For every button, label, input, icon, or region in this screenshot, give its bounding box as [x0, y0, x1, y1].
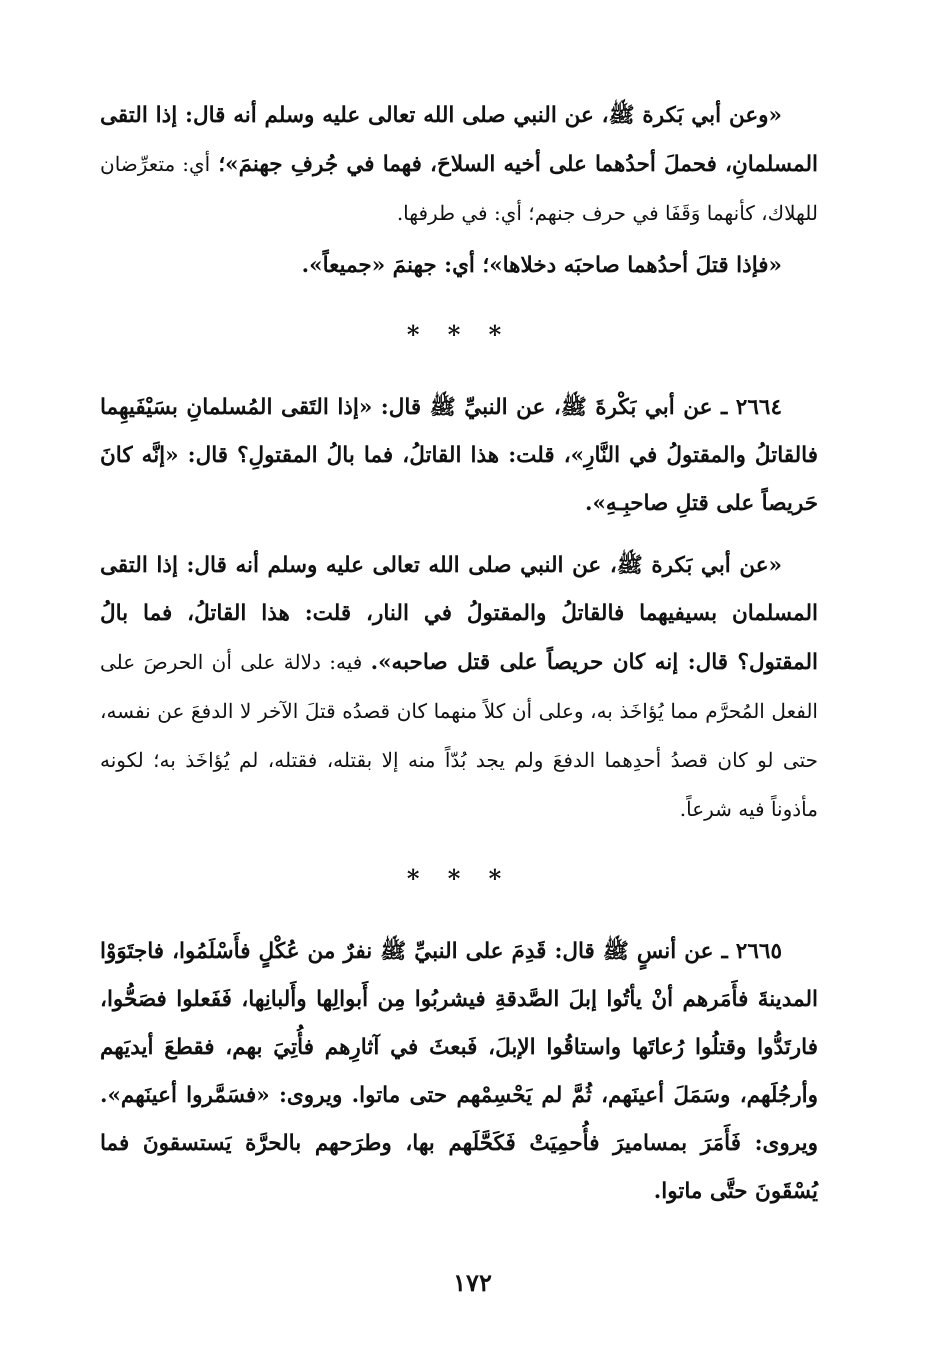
section-separator: * * *: [406, 320, 512, 349]
quoted-hadith-2664: «عن أبي بَكرة ﷺ، عن النبي صلى الله تعالى عليه وسلم أنه قال: إذا التقى المسلمان بسيفيهما فالقاتلُ والمقتولُ في النار، قلت: هذا القاتلُ، فما بالُ المقتول؟ قال: إنه كان حريصاً على قتل صاحبه».: [100, 553, 818, 675]
hadith-2664: ٢٦٦٤ ـ عن أبي بَكْرةَ ﷺ، عن النبيِّ ﷺ قال: «إذا التَقى المُسلمانِ بسَيْفَيهِما فالقاتلُ والمقتولُ في النَّارِ»، قلت: هذا القاتلُ، فما بالُ المقتولِ؟ قال: «إنَّه كانَ حَريصاً على قتلِ صاحبِـهِ».: [100, 395, 818, 516]
quoted-hadith-text: «وعن أبي بَكرة ﷺ، عن النبي صلى الله تعالى عليه وسلم أنه قال: إذا التقى المسلمانِ، فحملَ أحدُهما على أخيه السلاحَ، فهما في جُرفِ جهنمَ»؛: [100, 103, 818, 177]
section-separator-2: * * *: [406, 864, 512, 893]
hadith-2665: ٢٦٦٥ ـ عن أنسٍ ﷺ قال: قَدِمَ على النبيِّ ﷺ نفرٌ من عُكْلٍ فأَسْلَمُوا، فاجتَوَوْا المدينةَ فأَمَرهم أنْ يأتُوا إبلَ الصَّدقةِ فيشربُوا مِن أَبوالِها وأَلبانِها، فَفَعلوا فصَحُّوا، فارتَدُّوا وقتلُوا رُعاتَها واستاقُوا الإبلَ، فَبعثَ في آثارِهم فأُتِيَ بهم، فقطعَ أيديَهم وأرجُلَهم، وسَمَلَ أعينَهم، ثُمَّ لم يَحْسِمْهم حتى ماتوا. ويروى: «فسَمَّروا أعينَهم». ويروى: فَأَمَرَ بمساميرَ فأُحمِيَتْ فَكَحَّلَهم بها، وطرَحهم بالحرَّة يَستسقونَ فما يُسْقَونَ حتَّى ماتوا.: [100, 939, 818, 1204]
explanation-text: أي: متعرِّضان للهلاك، كأنهما وَقَفَا في حرف جنهم؛ أي: في طرفها.: [100, 152, 818, 225]
commentary-2664: [100, 542, 818, 834]
page-number: ١٧٢: [453, 1268, 492, 1297]
commentary-paragraph-2: «فإذا قتلَ أحدُهما صاحبَه دخلاها»؛ أي: جهنمَ «جميعاً».: [301, 253, 782, 278]
page-body: [100, 92, 818, 1216]
commentary-2664-explanation: فيه: دلالة على أن الحرصَ على الفعل المُحرَّم مما يُؤاخَذ به، وعلى أن كلاً منهما كان قصدُه قتلَ الآخر لا الدفعَ عن نفسه، حتى لو كان قصدُ أحدِهما الدفعَ ولم يجد بُدّاً منه إلا بقتله، فقتله، لم يُؤاخَذ به؛ لكونه مأذوناً فيه شرعاً.: [100, 650, 818, 821]
commentary-paragraph-1: [100, 92, 818, 238]
gap: [100, 528, 818, 530]
